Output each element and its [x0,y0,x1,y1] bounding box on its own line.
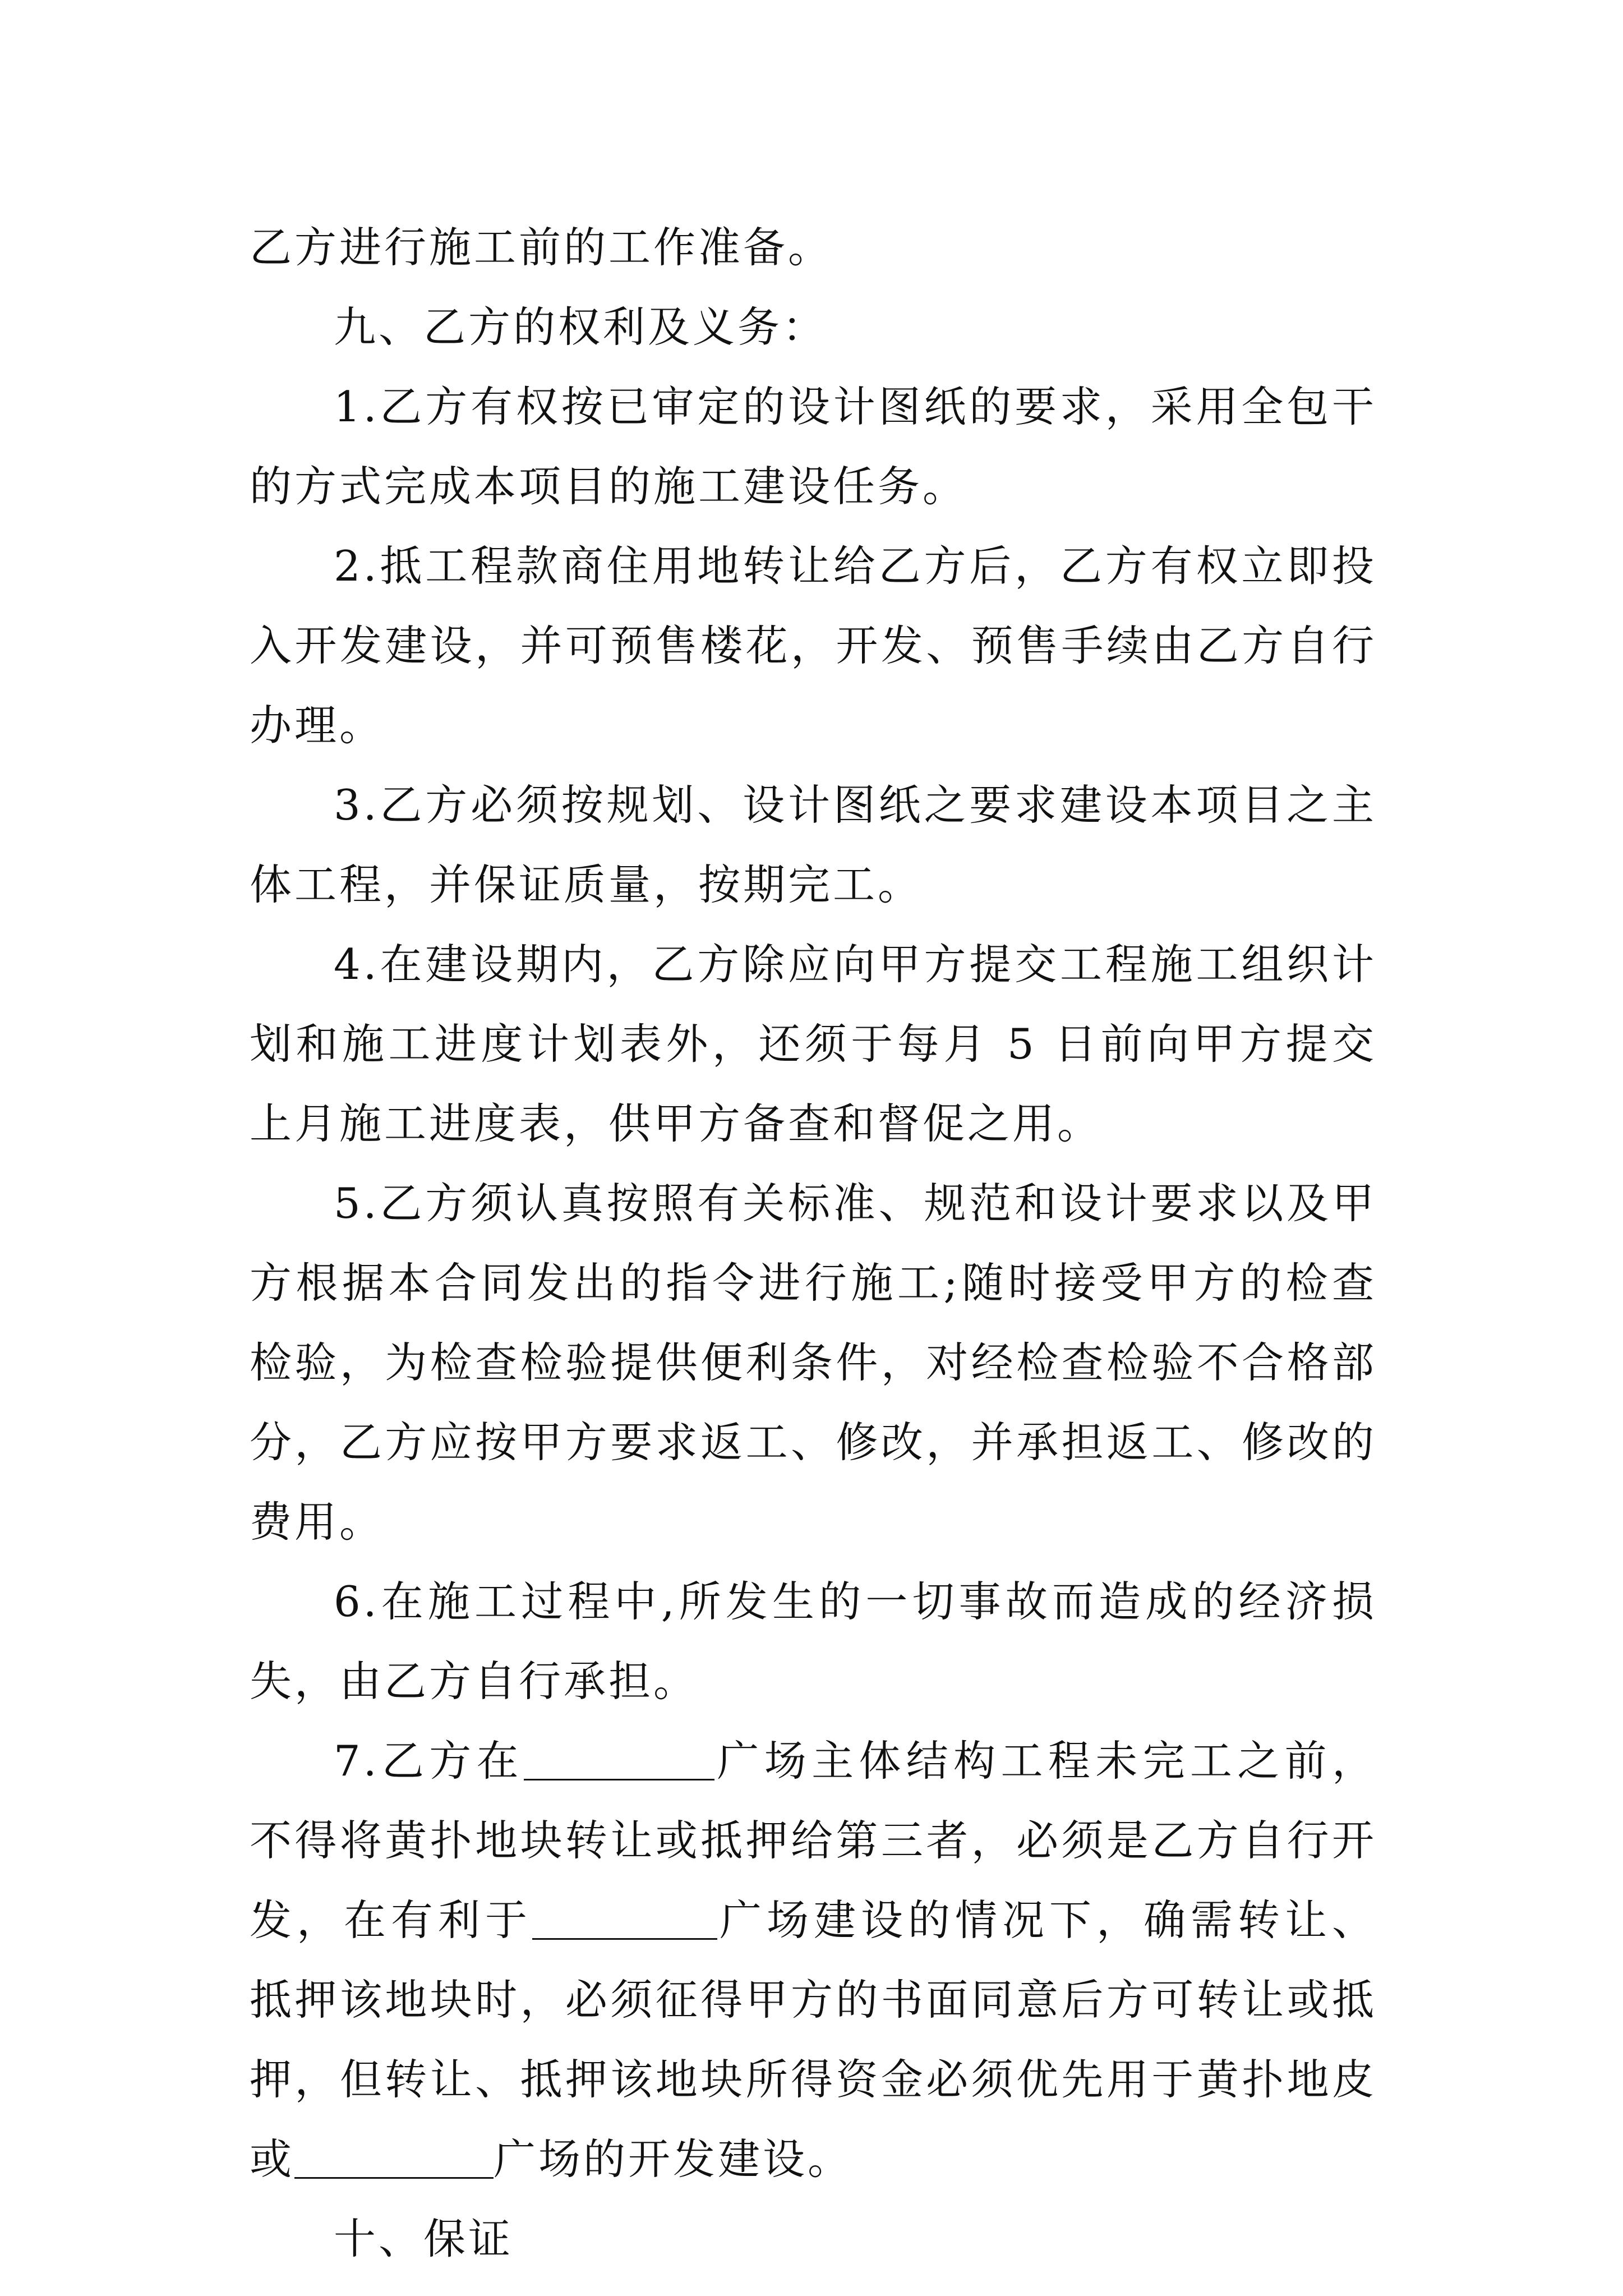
clause-3: 3.乙方必须按规划、设计图纸之要求建设本项目之主体工程，并保证质量，按期完工。 [250,780,1377,909]
blank-fill-line [294,2135,494,2179]
section-heading-9: 九、乙方的权利及义务： [334,302,828,352]
clause-5: 5.乙方须认真按照有关标准、规范和设计要求以及甲方根据本合同发出的指令进行施工;随时接受甲方的检查检验，为检查检验提供便利条件，对经检查检验不合格部分，乙方应按甲方要求返工、修改，并承担返工、修改的费用。 [250,1179,1377,1547]
section-heading-10: 十、保证 [334,2214,514,2263]
blank-fill-line [532,1896,717,1940]
document-body [250,208,1377,2279]
clause-6: 6.在施工过程中,所发生的一切事故而造成的经济损失，由乙方自行承担。 [250,1577,1377,1706]
clause-7-text-3: 广场建设的情况下，确需转让、抵押该地块时，必须征得甲方的书面同意后方可转让或抵押，但转让、抵押该地块所得资金必须优先用于黄扑地皮或 [250,1895,1377,2184]
clause-7-text-4: 广场的开发建设。 [494,2134,853,2184]
clause-2: 2.抵工程款商住用地转让给乙方后，乙方有权立即投入开发建设，并可预售楼花，开发、预售手续由乙方自行办理。 [250,541,1377,750]
clause-4: 4.在建设期内，乙方除应向甲方提交工程施工组织计划和施工进度计划表外，还须于每月 5 日前向甲方提交上月施工进度表，供甲方备查和督促之用。 [250,940,1377,1148]
blank-fill-line [524,1737,714,1780]
clause-7 [250,1721,1377,2199]
clause-7-text-2: 广场主体结构工程未完工之前，不得将黄扑地块转让或抵押给第三者，必须是乙方自行开发，在有利于 [250,1736,1377,1945]
clause-1: 1.乙方有权按已审定的设计图纸的要求，采用全包干的方式完成本项目的施工建设任务。 [250,382,1377,511]
paragraph-continuation: 乙方进行施工前的工作准备。 [250,223,833,272]
clause-7-text-1: 7.乙方在 [334,1736,524,1786]
